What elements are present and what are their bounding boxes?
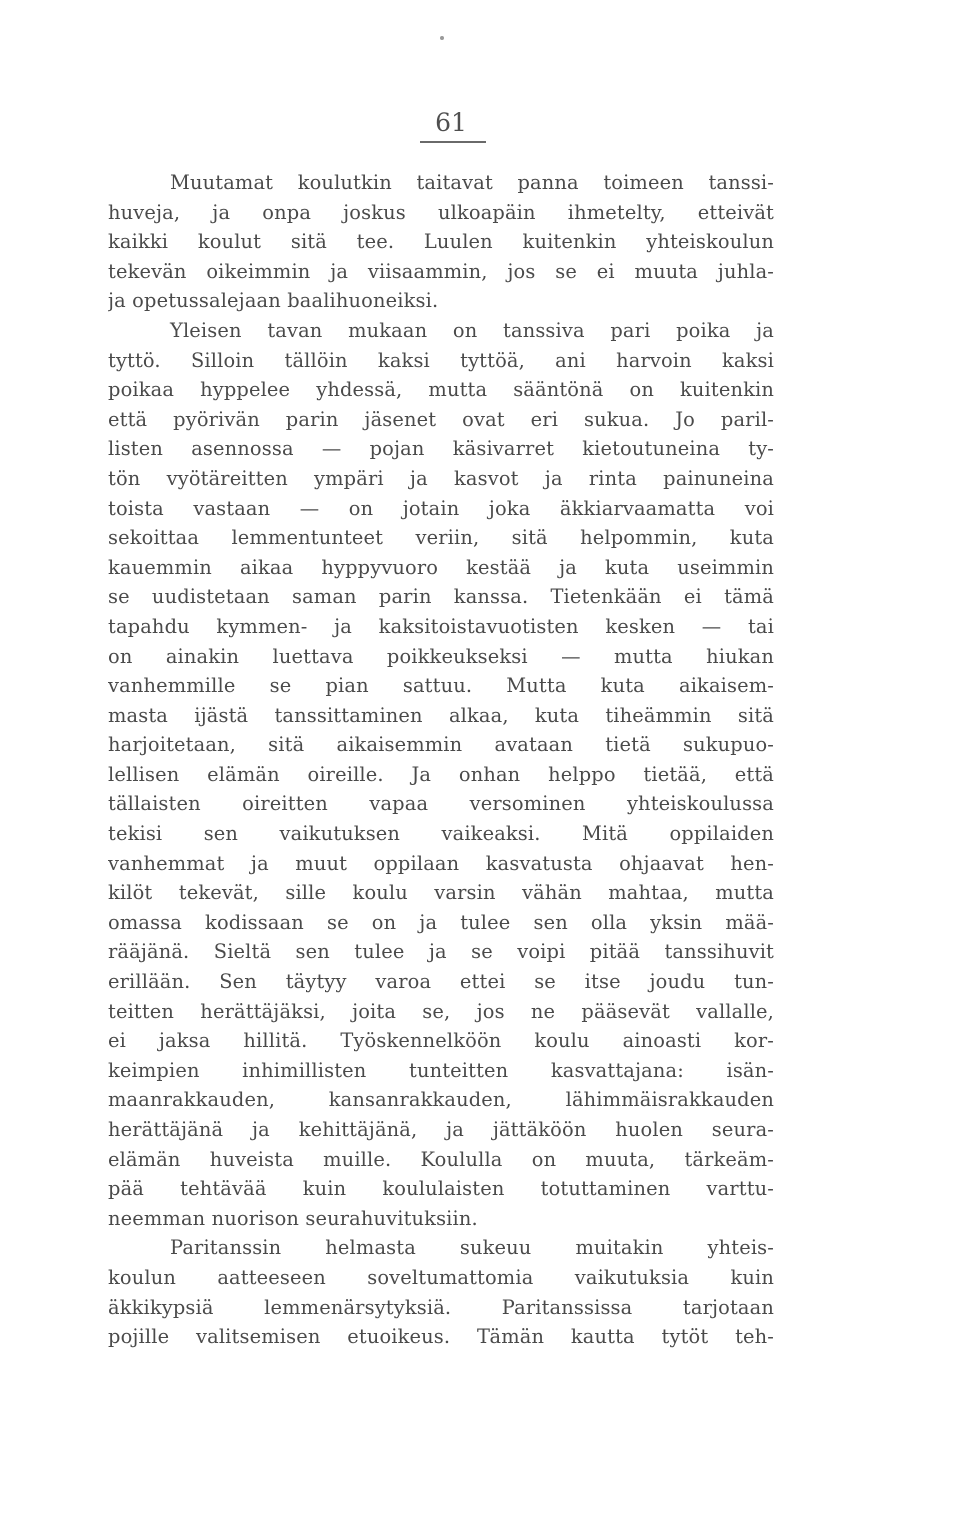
text-line: huveja, ja onpa joskus ulkoapäin ihmetelty, etteivät <box>108 200 774 224</box>
text-line: kauemmin aikaa hyppyvuoro kestää ja kuta useimmin <box>108 555 774 579</box>
text-line: pojille valitsemisen etuoikeus. Tämän kautta tytöt teh- <box>108 1325 774 1349</box>
text-line: pää tehtävää kuin koululaisten totuttaminen varttu- <box>108 1177 774 1201</box>
text-line: maanrakkauden, kansanrakkauden, lähimmäisrakkauden <box>108 1088 774 1112</box>
text-line: keimpien inhimillisten tunteitten kasvattajana: isän- <box>108 1058 774 1082</box>
text-line: kilöt tekevät, sille koulu varsin vähän mahtaa, mutta <box>108 881 774 905</box>
page-number-rule <box>420 141 486 143</box>
text-line: on ainakin luettava poikkeukseksi — mutta hiukan <box>108 644 774 668</box>
text-line: äkkikypsiä lemmenärsytyksiä. Paritanssissa tarjotaan <box>108 1295 774 1319</box>
text-line: neemman nuorison seurahuvituksiin. <box>108 1206 478 1230</box>
text-line: tön vyötäreitten ympäri ja kasvot ja rinta painuneina <box>108 466 774 490</box>
text-line: ei jaksa hillitä. Työskennelköön koulu ainoasti kor- <box>108 1029 774 1053</box>
page-number: 61 <box>435 108 467 137</box>
text-line: kaikki koulut sitä tee. Luulen kuitenkin yhteiskoulun <box>108 230 774 254</box>
text-line: herättäjänä ja kehittäjänä, ja jättäköön huolen seura- <box>108 1118 774 1141</box>
text-line: tekevän oikeimmin ja viisaammin, jos se ei muuta juhla- <box>108 259 774 283</box>
text-line: toista vastaan — on jotain joka äkkiarvaamatta voi <box>108 496 774 520</box>
text-line: että pyörivän parin jäsenet ovat eri sukua. Jo paril- <box>108 407 774 431</box>
paragraph-2 <box>108 316 774 1233</box>
text-line: erillään. Sen täytyy varoa ettei se itse joudu tun- <box>108 970 774 994</box>
text-line: rääjänä. Sieltä sen tulee ja se voipi pitää tanssihuvit <box>108 940 774 964</box>
text-line: teitten herättäjäksi, joita se, jos ne pääsevät vallalle, <box>108 999 774 1023</box>
body-text <box>108 168 774 1352</box>
text-line: Muutamat koulutkin taitavat panna toimeen tanssi- <box>170 171 774 194</box>
paragraph-1 <box>108 168 774 316</box>
text-line: tyttö. Silloin tällöin kaksi tyttöä, ani harvoin kaksi <box>108 348 774 372</box>
text-line: poikaa hyppelee yhdessä, mutta sääntönä on kuitenkin <box>108 378 774 402</box>
text-line: elämän huveista muille. Koululla on muuta, tärkeäm- <box>108 1147 774 1171</box>
text-line: lellisen elämän oireille. Ja onhan helppo tietää, että <box>108 762 774 786</box>
text-line: se uudistetaan saman parin kanssa. Tietenkään ei tämä <box>108 585 774 609</box>
ink-speck <box>440 36 444 40</box>
text-line: harjoitetaan, sitä aikaisemmin avataan tietä sukupuo- <box>108 733 774 757</box>
text-line: Paritanssin helmasta sukeuu muitakin yhteis- <box>170 1236 774 1260</box>
text-line: Yleisen tavan mukaan on tanssiva pari poika ja <box>170 318 774 342</box>
text-line: tapahdu kymmen- ja kaksitoistavuotisten kesken — tai <box>108 614 774 638</box>
text-line: vanhemmat ja muut oppilaan kasvatusta ohjaavat hen- <box>108 851 774 875</box>
text-line: listen asennossa — pojan käsivarret kietoutuneina ty- <box>108 437 774 461</box>
paragraph-3 <box>108 1233 774 1351</box>
text-line: omassa kodissaan se on ja tulee sen olla yksin mää- <box>108 910 774 934</box>
text-line: ja opetussalejaan baalihuoneiksi. <box>108 289 439 313</box>
text-line: tekisi sen vaikutuksen vaikeaksi. Mitä oppilaiden <box>108 822 774 846</box>
text-line: sekoittaa lemmentunteet veriin, sitä helpommin, kuta <box>108 526 774 550</box>
text-line: koulun aatteeseen soveltumattomia vaikutuksia kuin <box>108 1265 774 1289</box>
text-line: vanhemmille se pian sattuu. Mutta kuta aikaisem- <box>108 674 774 698</box>
text-line: masta ijästä tanssittaminen alkaa, kuta tiheämmin sitä <box>108 703 774 727</box>
text-line: tällaisten oireitten vapaa versominen yhteiskoulussa <box>108 792 774 816</box>
